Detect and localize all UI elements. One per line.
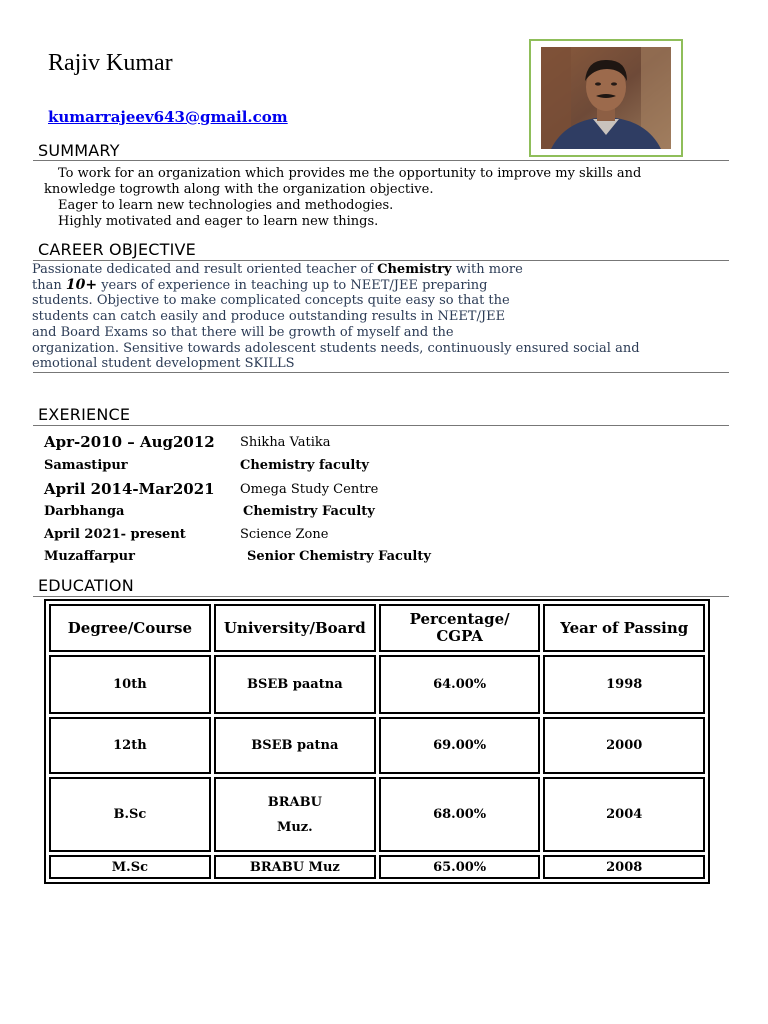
experience-role: Chemistry faculty: [240, 458, 369, 473]
year-cell: 2000: [543, 717, 705, 774]
education-table: [44, 599, 710, 884]
experience-divider: [33, 425, 729, 426]
career-emphasis: 10+: [65, 276, 98, 293]
career-divider: [33, 260, 729, 261]
career-line: students can catch easily and produce outstanding results in NEET/JEE: [32, 309, 506, 325]
career-objective-heading: CAREER OBJECTIVE: [38, 240, 196, 259]
experience-place: Muzaffarpur: [44, 549, 135, 564]
career-emphasis: Chemistry: [377, 262, 452, 277]
summary-divider: [33, 160, 729, 161]
table-row: [49, 855, 705, 879]
education-divider: [33, 596, 729, 597]
year-cell: 1998: [543, 655, 705, 714]
summary-line: knowledge togrowth along with the organization objective.: [44, 182, 434, 197]
career-text: than: [32, 277, 66, 293]
email-link[interactable]: kumarrajeev643@gmail.com: [48, 108, 288, 126]
percentage-cell: 64.00%: [379, 655, 541, 714]
board-cell: BSEB patna: [214, 717, 376, 774]
experience-heading: EXERIENCE: [38, 405, 131, 424]
career-line: organization. Sensitive towards adolescent students needs, continuously ensured social and: [32, 340, 640, 356]
summary-line: Highly motivated and eager to learn new things.: [58, 214, 379, 229]
career-objective-text: [32, 262, 640, 372]
education-heading: EDUCATION: [38, 576, 134, 595]
career-text: years of experience in teaching up to NEET/JEE preparing: [97, 277, 488, 293]
board-cell: BSEB paatna: [214, 655, 376, 714]
career-line: and Board Exams so that there will be growth of myself and the: [32, 324, 454, 340]
table-row: [49, 777, 705, 852]
summary-heading: SUMMARY: [38, 141, 120, 160]
experience-org: Science Zone: [240, 527, 329, 542]
year-cell: 2008: [543, 855, 705, 879]
degree-cell: B.Sc: [49, 777, 211, 852]
experience-role: Chemistry Faculty: [243, 504, 375, 519]
career-text: Passionate dedicated and result oriented teacher of: [32, 262, 378, 277]
career-line: emotional student development SKILLS: [32, 356, 295, 372]
degree-cell: M.Sc: [49, 855, 211, 879]
table-row: [49, 717, 705, 774]
column-header: University/Board: [214, 604, 376, 652]
table-header-row: [49, 604, 705, 652]
career-line: [32, 278, 640, 294]
percentage-cell: 68.00%: [379, 777, 541, 852]
experience-place: Samastipur: [44, 458, 128, 473]
career-line: students. Objective to make complicated concepts quite easy so that the: [32, 293, 510, 309]
experience-org: Shikha Vatika: [240, 435, 331, 450]
summary-text: [44, 166, 641, 230]
candidate-name: Rajiv Kumar: [48, 50, 173, 76]
career-bottom-divider: [33, 372, 729, 373]
profile-photo: [529, 39, 683, 157]
percentage-cell: 69.00%: [379, 717, 541, 774]
experience-period: April 2014-Mar2021: [44, 480, 215, 498]
table-row: [49, 655, 705, 714]
board-cell: [214, 777, 376, 852]
summary-line: To work for an organization which provides me the opportunity to improve my skills and: [58, 166, 642, 181]
summary-line: Eager to learn new technologies and methodogies.: [58, 198, 394, 213]
column-header: Degree/Course: [49, 604, 211, 652]
career-text: with more: [451, 262, 523, 277]
portrait-image: [541, 47, 671, 149]
board-cell: BRABU Muz: [214, 855, 376, 879]
degree-cell: 12th: [49, 717, 211, 774]
experience-period: Apr-2010 – Aug2012: [44, 433, 215, 451]
career-line: [32, 262, 640, 278]
experience-period: April 2021- present: [44, 527, 186, 542]
degree-cell: 10th: [49, 655, 211, 714]
experience-org: Omega Study Centre: [240, 482, 379, 497]
board-line: BRABU: [267, 794, 322, 810]
experience-role: Senior Chemistry Faculty: [247, 549, 431, 564]
experience-place: Darbhanga: [44, 504, 125, 519]
board-line: Muz.: [276, 819, 313, 835]
percentage-cell: 65.00%: [379, 855, 541, 879]
column-header: Percentage/ CGPA: [379, 604, 541, 652]
column-header: Year of Passing: [543, 604, 705, 652]
year-cell: 2004: [543, 777, 705, 852]
